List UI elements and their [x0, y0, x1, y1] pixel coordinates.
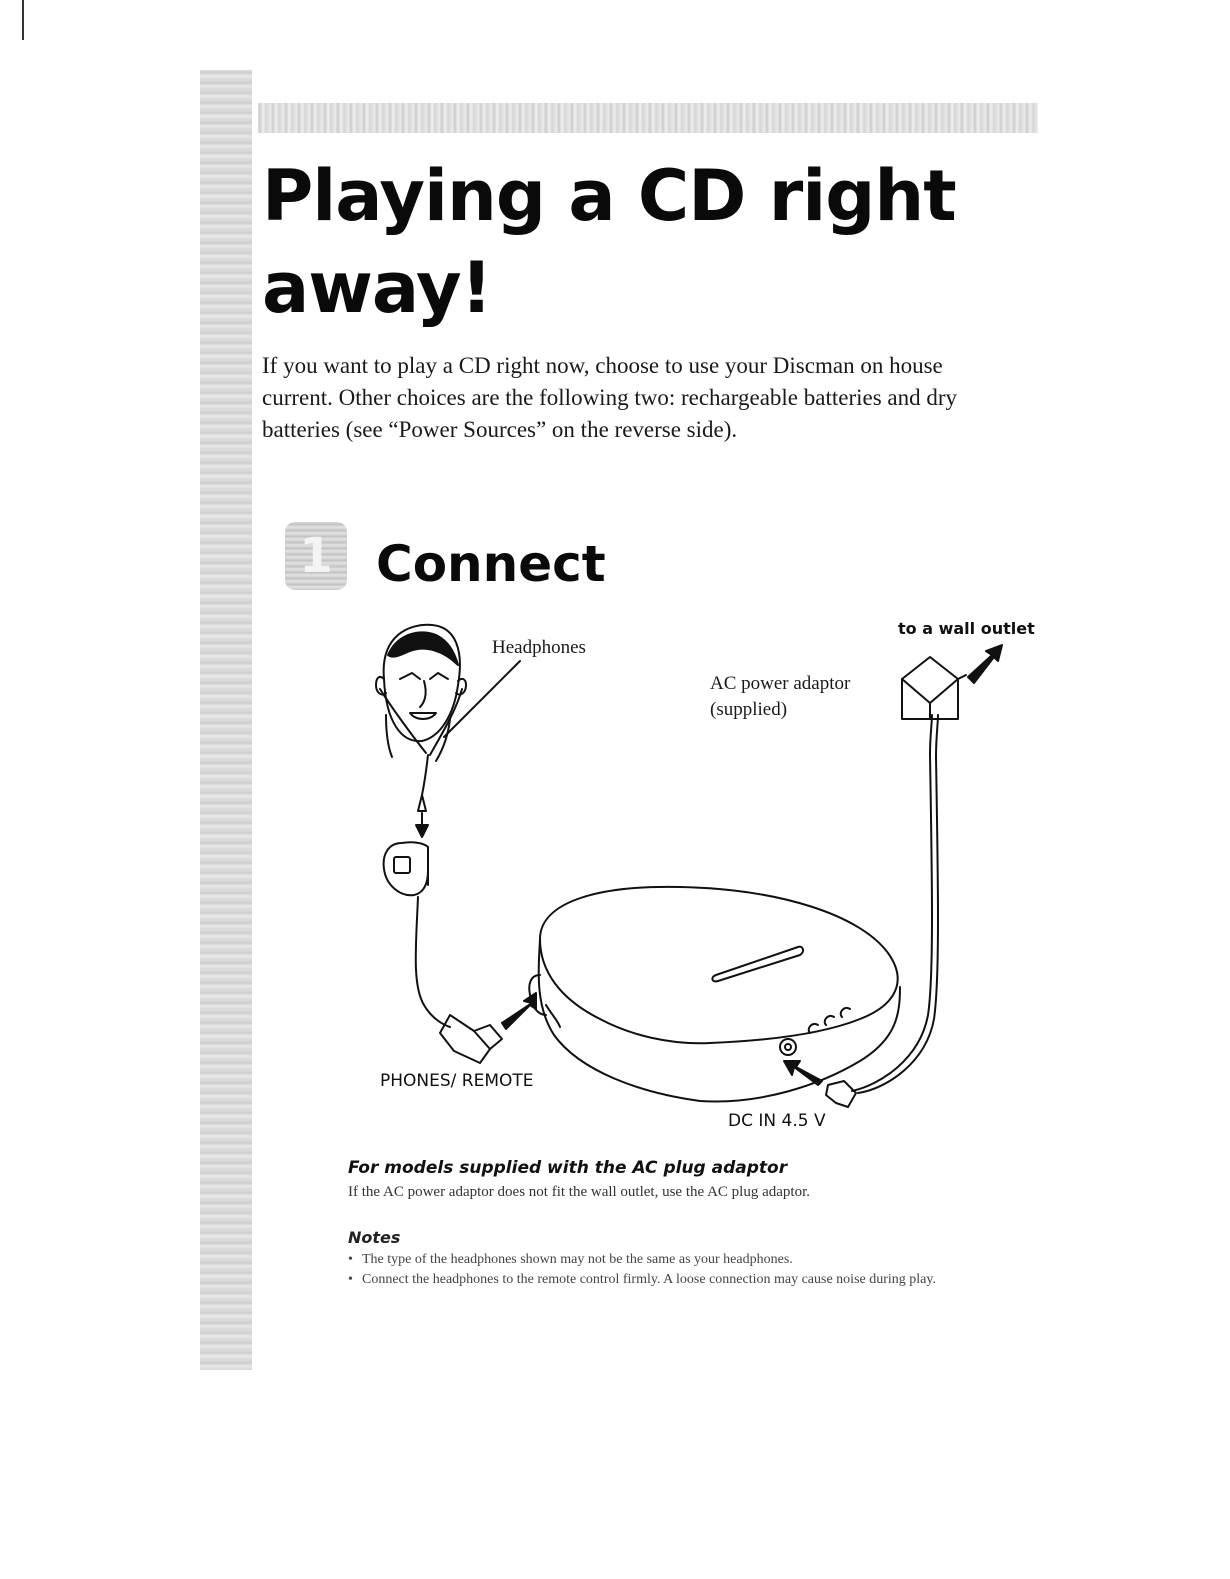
- headphones-label: Headphones: [492, 637, 586, 658]
- page-title: [262, 150, 956, 334]
- note-item: • Connect the headphones to the remote control firmly. A loose connection may cause noise during play.: [348, 1270, 1028, 1290]
- note-item: • The type of the headphones shown may not be the same as your headphones.: [348, 1250, 1028, 1270]
- notes-heading: Notes: [348, 1228, 401, 1247]
- page-title-line2: away!: [262, 247, 492, 329]
- connection-diagram-svg: [340, 615, 1040, 1135]
- headphone-plug-icon: [440, 1015, 502, 1063]
- remote-control-icon: [384, 842, 428, 895]
- phones-remote-label: PHONES/ REMOTE: [380, 1071, 534, 1091]
- person-face-icon: [376, 625, 466, 761]
- cd-player-icon: [529, 887, 900, 1102]
- ac-adaptor-icon: [902, 657, 966, 719]
- wall-outlet-label: to a wall outlet: [898, 619, 1035, 638]
- connection-diagram: [340, 615, 1040, 1140]
- intro-paragraph: If you want to play a CD right now, choose to use your Discman on house current. Other choices are the following two: rechargeable batteries and dry batteries (see “Power Sources” on the reverse side).: [262, 353, 958, 442]
- dc-in-label: DC IN 4.5 V: [728, 1111, 826, 1131]
- step-title: Connect: [376, 535, 606, 593]
- adaptor-label-line1: AC power adaptor: [710, 673, 851, 694]
- plug-adaptor-heading: For models supplied with the AC plug adaptor: [348, 1158, 788, 1178]
- step-number-badge: 1: [285, 522, 347, 590]
- scan-header-band: [258, 103, 1038, 133]
- plug-adaptor-text: If the AC power adaptor does not fit the wall outlet, use the AC plug adaptor.: [348, 1184, 810, 1200]
- scan-edge-mark: [22, 0, 24, 40]
- page-title-line1: Playing a CD right: [262, 155, 956, 237]
- scan-binding-strip: [200, 70, 252, 1370]
- adaptor-label-line2: (supplied): [710, 699, 788, 720]
- notes-list: [348, 1250, 1028, 1290]
